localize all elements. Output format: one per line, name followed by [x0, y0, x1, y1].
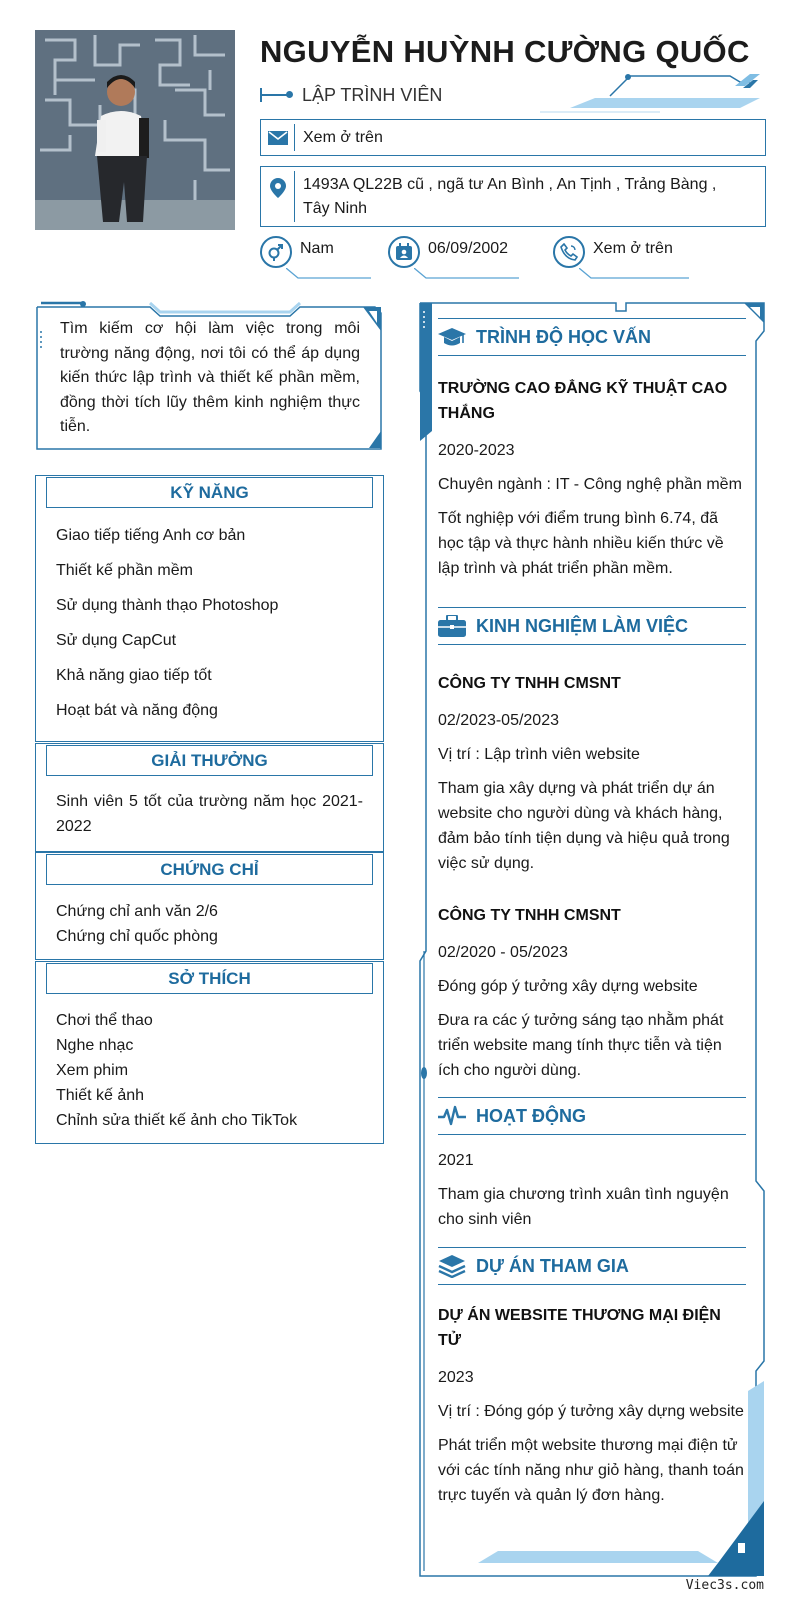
layers-stack-icon [438, 1254, 468, 1278]
briefcase-icon [438, 615, 468, 637]
job-company: CÔNG TY TNHH CMSNT [438, 675, 621, 692]
candidate-name: NGUYỄN HUỲNH CƯỜNG QUỐC [260, 34, 750, 69]
address-value: 1493A QL22B cũ , ngã tư An Bình , An Tịnh , Trảng Bàng , Tây Ninh [303, 176, 717, 217]
skill-item: Sử dụng CapCut [56, 632, 177, 649]
hobbies-section [35, 961, 384, 1144]
skill-item: Sử dụng thành thạo Photoshop [56, 597, 279, 614]
certificates-section [35, 852, 384, 960]
gender-item [260, 236, 370, 276]
education-period: 2020-2023 [438, 442, 515, 459]
certificates-heading: CHỨNG CHỈ [46, 854, 373, 885]
profile-photo [35, 30, 235, 230]
school-name: TRƯỜNG CAO ĐẲNG KỸ THUẬT CAO THẮNG [438, 380, 728, 422]
education-heading [438, 318, 746, 356]
project-name: DỰ ÁN WEBSITE THƯƠNG MẠI ĐIỆN TỬ [438, 1307, 721, 1349]
education-title: TRÌNH ĐỘ HỌC VẤN [476, 326, 651, 347]
awards-section [35, 743, 384, 852]
certificate-item: Chứng chỉ anh văn 2/6 [56, 903, 218, 920]
phone-icon [553, 236, 585, 268]
job-period: 02/2020 - 05/2023 [438, 944, 568, 961]
envelope-icon [261, 124, 295, 151]
skill-item: Hoạt bát và năng động [56, 702, 218, 719]
projects-heading [438, 1247, 746, 1285]
email-value: Xem ở trên [303, 129, 383, 146]
hobbies-list [36, 994, 383, 1133]
hobbies-heading: SỞ THÍCH [46, 963, 373, 994]
job-period: 02/2023-05/2023 [438, 712, 559, 729]
email-box [260, 119, 766, 156]
right-column [438, 318, 746, 1508]
address-box [260, 166, 766, 227]
activities-heading [438, 1097, 746, 1135]
hobby-item: Chỉnh sửa thiết kế ảnh cho TikTok [56, 1112, 298, 1129]
experience-title: KINH NGHIỆM LÀM VIỆC [476, 615, 689, 636]
skill-item: Thiết kế phần mềm [56, 562, 193, 579]
gender-underline [286, 268, 371, 280]
skill-item: Khả năng giao tiếp tốt [56, 667, 212, 684]
footer-watermark: Viec3s.com [685, 1578, 764, 1593]
objective-text: Tìm kiếm cơ hội làm việc trong môi trường năng động, nơi tôi có thể áp dụng kiến thức lập trình và thiết kế phần mềm, đồng thời tích lũy thêm kinh nghiệm thực tiễn. [60, 320, 360, 435]
experience-heading [438, 607, 746, 645]
activity-year: 2021 [438, 1152, 474, 1169]
graduation-cap-icon [438, 326, 468, 348]
hobby-item: Thiết kế ảnh [56, 1087, 145, 1104]
education-description: Tốt nghiệp với điểm trung bình 6.74, đã học tập và thực hành nhiều kiến thức về lập trình và phát triển phần mềm. [438, 510, 724, 577]
projects-title: DỰ ÁN THAM GIA [476, 1255, 629, 1276]
skills-heading: KỸ NĂNG [46, 477, 373, 508]
certificates-list [36, 885, 383, 949]
job-title-row [260, 82, 442, 108]
award-text: Sinh viên 5 tốt của trường năm học 2021-2022 [56, 793, 363, 835]
header-tech-decoration [540, 70, 775, 115]
hobby-item: Chơi thể thao [56, 1012, 153, 1029]
phone-item [553, 236, 693, 276]
job-description: Đưa ra các ý tưởng sáng tạo nhằm phát triển website mang tính thực tiễn và tiện ích cho người dùng. [438, 1012, 724, 1079]
project-year: 2023 [438, 1369, 474, 1386]
phone-value: Xem ở trên [593, 240, 673, 257]
job-description: Tham gia xây dựng và phát triển dự án website cho người dùng và khách hàng, đảm bảo tính tiện dụng và hiệu quả trong việc sử dụng. [438, 780, 730, 872]
heartbeat-pulse-icon [438, 1105, 468, 1127]
calendar-user-icon [388, 236, 420, 268]
phone-underline [579, 268, 689, 280]
birthday-item [388, 236, 528, 276]
activity-description: Tham gia chương trình xuân tình nguyện cho sinh viên [438, 1186, 729, 1228]
birthday-underline [414, 268, 519, 280]
hobby-item: Nghe nhạc [56, 1037, 134, 1054]
birthday-value: 06/09/2002 [428, 240, 509, 257]
skills-section [35, 475, 384, 742]
job-company: CÔNG TY TNHH CMSNT [438, 907, 621, 924]
job-title: LẬP TRÌNH VIÊN [302, 84, 443, 105]
objective-card [35, 301, 384, 453]
project-description: Phát triển một website thương mại điện tử với các tính năng như giỏ hàng, thanh toán trực tuyến và quản lý đơn hàng. [438, 1437, 744, 1504]
skills-list [36, 508, 383, 728]
certificate-item: Chứng chỉ quốc phòng [56, 928, 218, 945]
title-line-decoration [260, 94, 290, 96]
location-pin-icon [261, 171, 295, 222]
education-major: Chuyên ngành : IT - Công nghệ phần mềm [438, 476, 742, 493]
skill-item: Giao tiếp tiếng Anh cơ bản [56, 527, 246, 544]
awards-heading: GIẢI THƯỞNG [46, 745, 373, 776]
gender-icon [260, 236, 292, 268]
job-position: Vị trí : Lập trình viên website [438, 746, 640, 763]
hobby-item: Xem phim [56, 1062, 129, 1079]
gender-value: Nam [300, 240, 334, 257]
project-position: Vị trí : Đóng góp ý tưởng xây dựng website [438, 1403, 744, 1420]
activities-title: HOẠT ĐỘNG [476, 1105, 586, 1126]
job-position: Đóng góp ý tưởng xây dựng website [438, 978, 698, 995]
